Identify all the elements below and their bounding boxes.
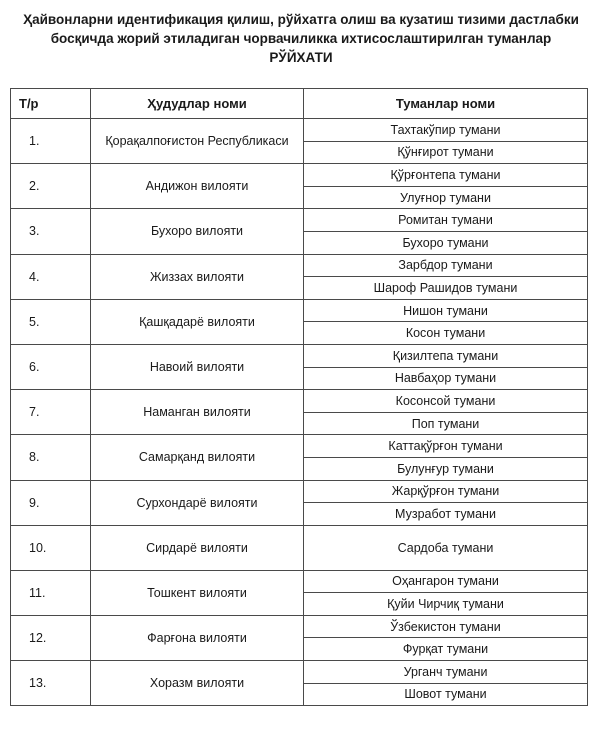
header-regions: Ҳудудлар номи xyxy=(91,89,304,119)
table-row xyxy=(11,661,588,684)
district-name: Қизилтепа тумани xyxy=(304,344,588,367)
table-row xyxy=(11,435,588,458)
row-number: 12. xyxy=(11,615,91,660)
district-name: Сардоба тумани xyxy=(304,525,588,570)
row-number: 13. xyxy=(11,661,91,706)
region-name: Андижон вилояти xyxy=(91,164,304,209)
district-name: Тахтакўпир тумани xyxy=(304,119,588,142)
table-row xyxy=(11,164,588,187)
row-number: 10. xyxy=(11,525,91,570)
district-name: Фурқат тумани xyxy=(304,638,588,661)
row-number: 6. xyxy=(11,344,91,389)
district-name: Навбаҳор тумани xyxy=(304,367,588,390)
district-name: Урганч тумани xyxy=(304,661,588,684)
district-name: Ромитан тумани xyxy=(304,209,588,232)
district-name: Оҳангарон тумани xyxy=(304,570,588,593)
table-row xyxy=(11,480,588,503)
row-number: 11. xyxy=(11,570,91,615)
district-name: Улуғнор тумани xyxy=(304,186,588,209)
district-name: Нишон тумани xyxy=(304,299,588,322)
region-name: Қашқадарё вилояти xyxy=(91,299,304,344)
district-name: Шароф Рашидов тумани xyxy=(304,277,588,300)
row-number: 4. xyxy=(11,254,91,299)
district-name: Булунғур тумани xyxy=(304,457,588,480)
district-name: Музработ тумани xyxy=(304,503,588,526)
district-name: Ўзбекистон тумани xyxy=(304,615,588,638)
district-name: Каттақўрғон тумани xyxy=(304,435,588,458)
district-name: Зарбдор тумани xyxy=(304,254,588,277)
table-row xyxy=(11,209,588,232)
title-line-1: Ҳайвонларни идентификация қилиш, рўйхатга олиш ва кузатиш тизими дастлабки xyxy=(23,12,579,27)
row-number: 9. xyxy=(11,480,91,525)
header-number: Т/р xyxy=(11,89,91,119)
region-name: Қорақалпоғистон Республикаси xyxy=(91,119,304,164)
row-number: 7. xyxy=(11,390,91,435)
region-name: Сирдарё вилояти xyxy=(91,525,304,570)
table-row xyxy=(11,525,588,570)
region-name: Бухоро вилояти xyxy=(91,209,304,254)
district-name: Қуйи Чирчиқ тумани xyxy=(304,593,588,616)
table-body xyxy=(11,119,588,706)
region-name: Фарғона вилояти xyxy=(91,615,304,660)
region-name: Навоий вилояти xyxy=(91,344,304,389)
district-name: Косон тумани xyxy=(304,322,588,345)
row-number: 1. xyxy=(11,119,91,164)
district-name: Бухоро тумани xyxy=(304,231,588,254)
row-number: 3. xyxy=(11,209,91,254)
title-line-3: РЎЙХАТИ xyxy=(269,50,333,65)
document-title xyxy=(20,10,582,67)
district-name: Қўнғирот тумани xyxy=(304,141,588,164)
district-name: Қўрғонтепа тумани xyxy=(304,164,588,187)
row-number: 5. xyxy=(11,299,91,344)
region-name: Сурхондарё вилояти xyxy=(91,480,304,525)
header-districts: Туманлар номи xyxy=(304,89,588,119)
table-row xyxy=(11,254,588,277)
table-row xyxy=(11,119,588,142)
region-name: Наманган вилояти xyxy=(91,390,304,435)
district-name: Жарқўрғон тумани xyxy=(304,480,588,503)
district-name: Поп тумани xyxy=(304,412,588,435)
title-line-2: босқичда жорий этиладиган чорвачиликка ихтисослаштирилган туманлар xyxy=(50,31,552,46)
region-name: Тошкент вилояти xyxy=(91,570,304,615)
row-number: 2. xyxy=(11,164,91,209)
region-name: Жиззах вилояти xyxy=(91,254,304,299)
district-name: Шовот тумани xyxy=(304,683,588,706)
table-row xyxy=(11,570,588,593)
districts-table xyxy=(10,88,588,706)
district-name: Косонсой тумани xyxy=(304,390,588,413)
table-row xyxy=(11,390,588,413)
row-number: 8. xyxy=(11,435,91,480)
table-row xyxy=(11,615,588,638)
table-row xyxy=(11,344,588,367)
table-row xyxy=(11,299,588,322)
region-name: Самарқанд вилояти xyxy=(91,435,304,480)
table-header-row xyxy=(11,89,588,119)
region-name: Хоразм вилояти xyxy=(91,661,304,706)
